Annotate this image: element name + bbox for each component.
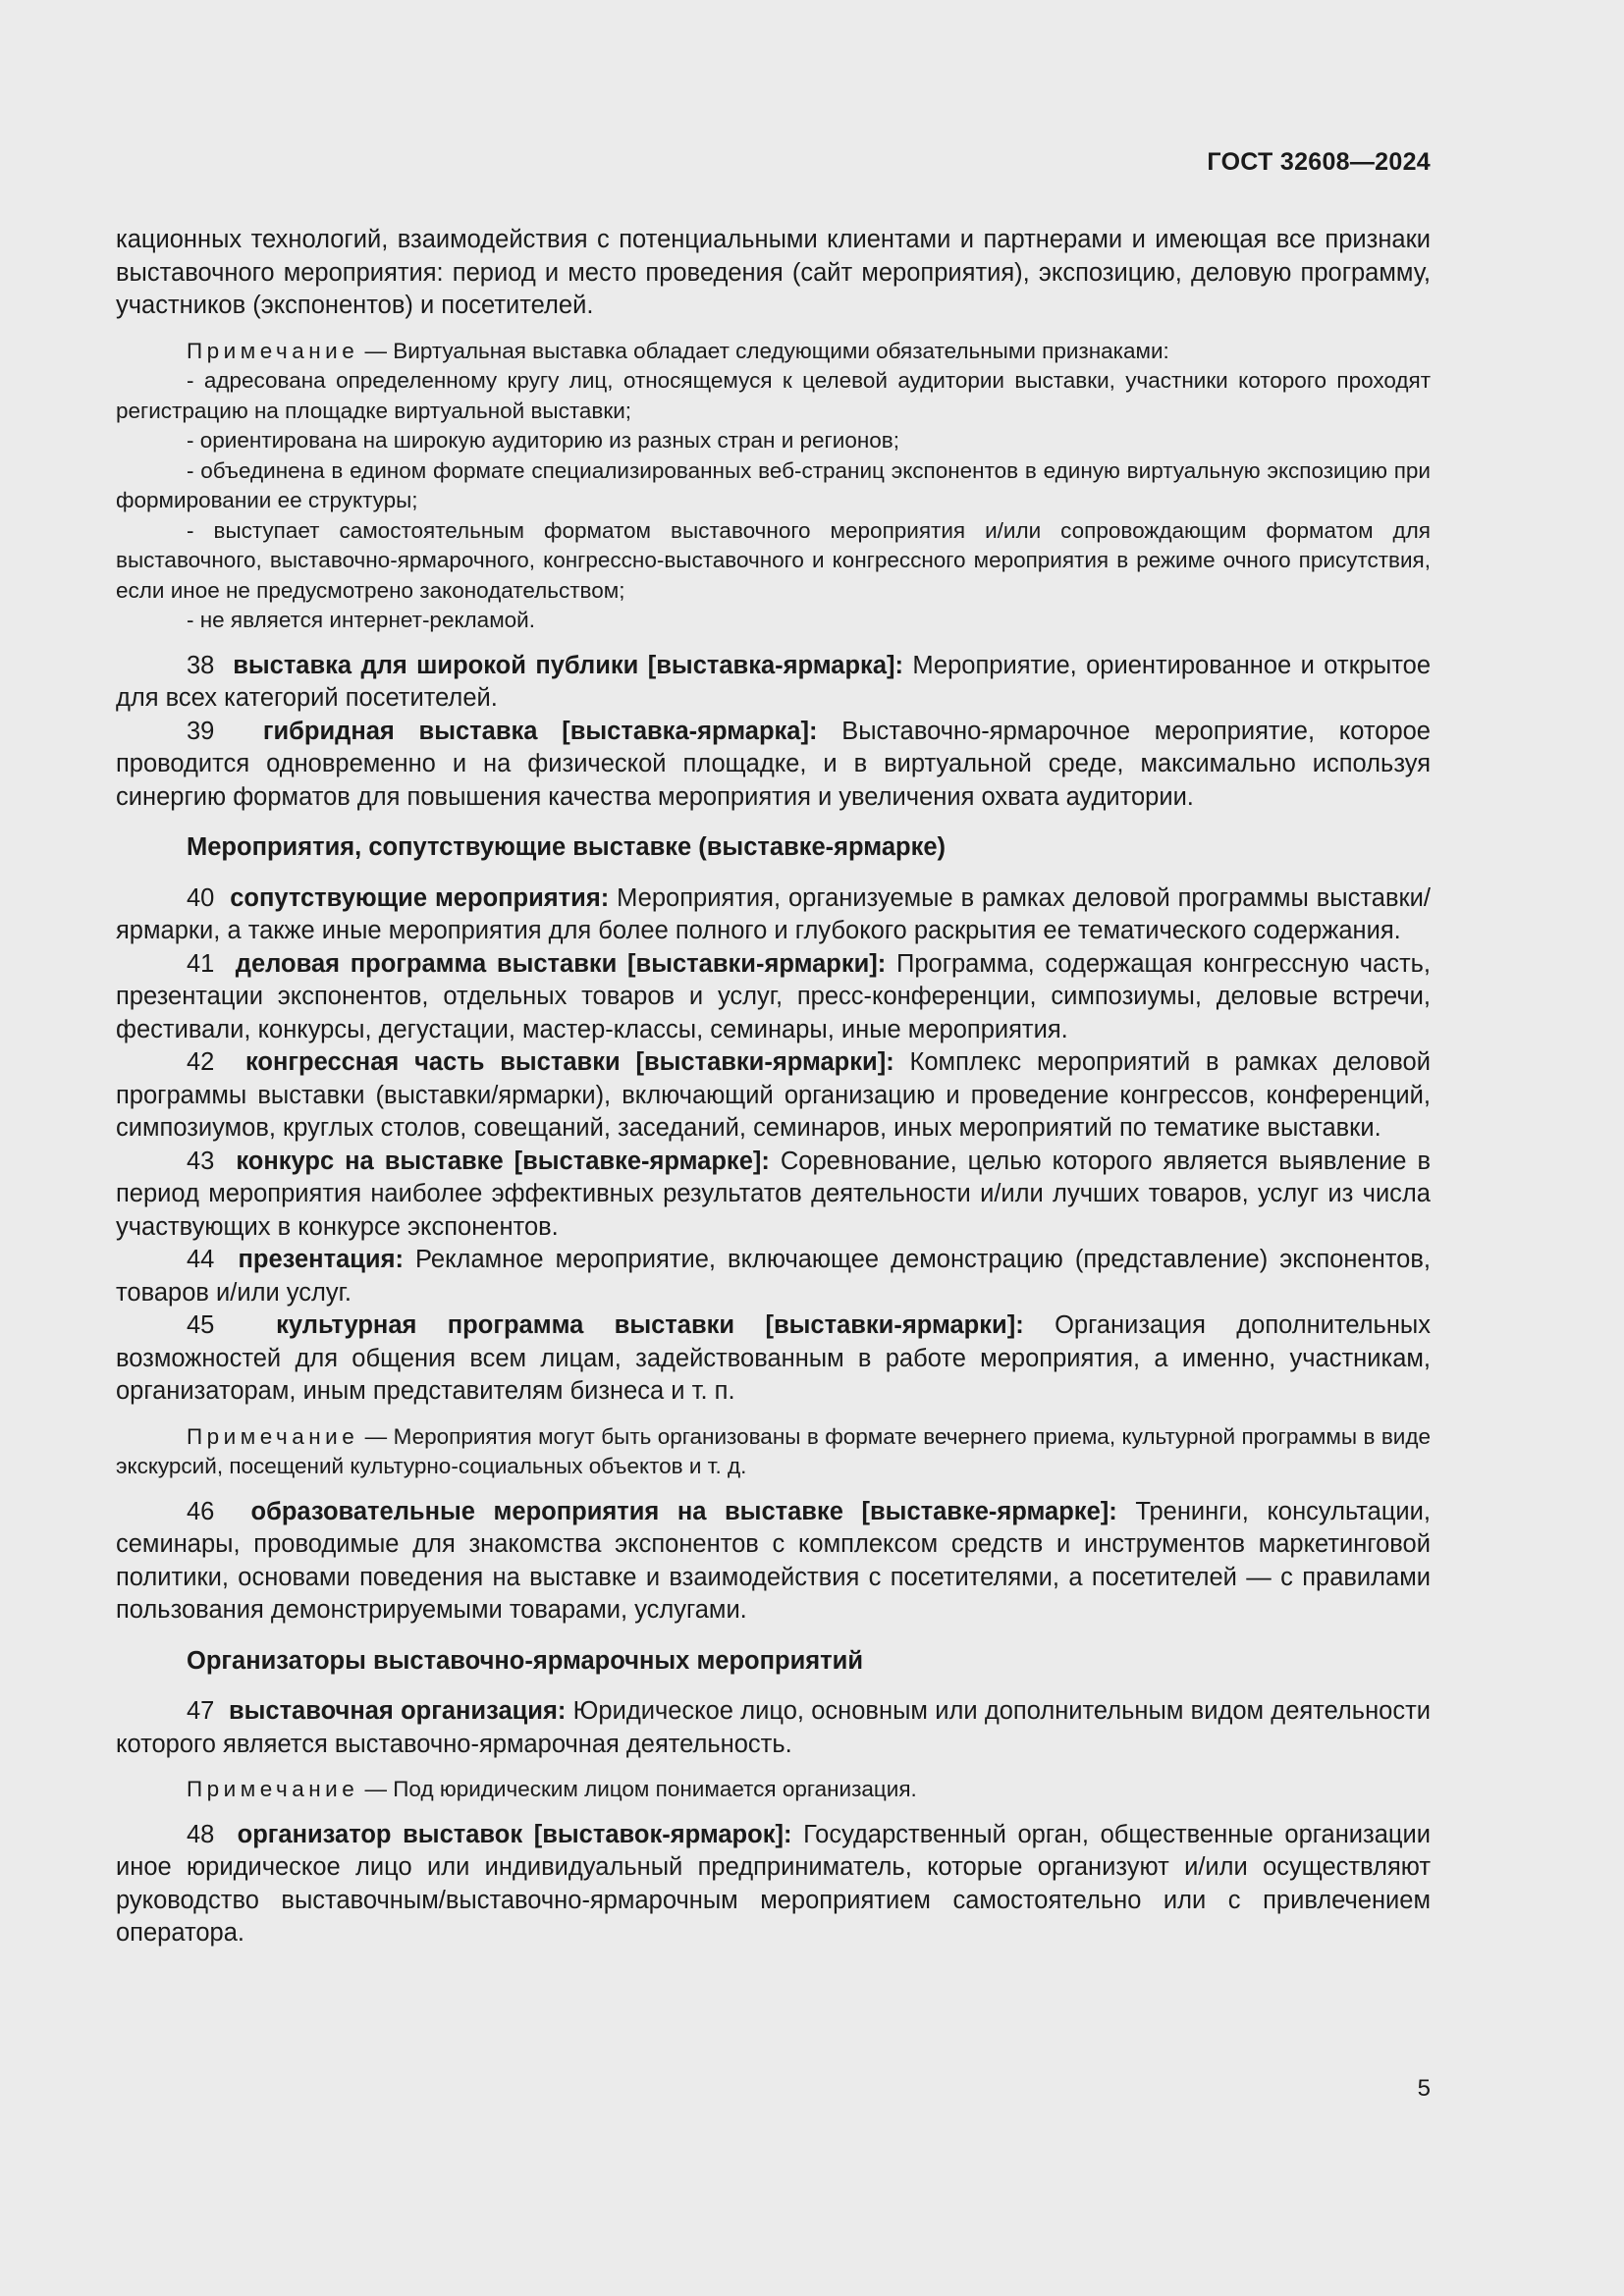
note-paragraph (116, 1422, 1431, 1482)
term-entry (116, 1046, 1431, 1146)
note-text: Под юридическим лицом понимается организация. (393, 1777, 917, 1801)
term-entry (116, 882, 1431, 948)
term-entry (116, 650, 1431, 716)
document-id-header: ГОСТ 32608—2024 (1207, 148, 1431, 176)
section-heading: Мероприятия, сопутствующие выставке (выставке-ярмарке) (187, 833, 947, 861)
note-list-item: - ориентирована на широкую аудиторию из разных стран и регионов; (187, 428, 899, 453)
note-label: Примечание (187, 1423, 359, 1449)
intro-paragraph: кационных технологий, взаимодействия с потенциальными клиентами и партнерами и имеющая все признаки выставочного мероприятия: период и место проведения (сайт мероприятия), экспозицию, деловую программу, участников (экспонентов) и посетителей. (116, 226, 1431, 319)
term-number: 41 (187, 949, 215, 978)
note-list-item: - выступает самостоятельным форматом выставочного мероприятия и/или сопровождающим форматом для выставочного, выставочно-ярмарочного, конгрессно-выставочного и конгрессного мероприятия в режиме очного присутствия, если иное не предусмотрено законодательством; (116, 517, 1431, 603)
term-title: сопутствующие мероприятия: (230, 883, 610, 912)
term-number: 39 (187, 717, 215, 745)
term-definition: Мероприятие, ориентированное и открытое для всех категорий посетителей. (116, 651, 1432, 712)
term-number: 42 (187, 1048, 215, 1076)
note-label: Примечание (187, 1777, 359, 1801)
term-title: конгрессная часть выставки [выставки-ярмарки]: (245, 1048, 894, 1076)
term-title: выставочная организация: (228, 1697, 567, 1725)
note-dash: — (358, 1423, 394, 1449)
term-number: 38 (187, 651, 215, 679)
page-number: 5 (1417, 2075, 1431, 2102)
term-definition: Рекламное мероприятие, включающее демонстрацию (представление) экспонентов, товаров и/или услуг. (116, 1246, 1431, 1307)
term-title: деловая программа выставки [выставки-ярмарки]: (235, 949, 887, 978)
section-heading: Организаторы выставочно-ярмарочных мероприятий (187, 1646, 864, 1675)
page-content (116, 224, 1431, 1950)
term-number: 45 (187, 1311, 215, 1339)
term-definition: Комплекс мероприятий в рамках деловой программы выставки (выставки/ярмарки), включающий организацию и проведение конгрессов, конференций, симпозиумов, круглых столов, совещаний, заседаний, семинаров, иных мероприятий по тематике выставки. (116, 1048, 1431, 1142)
term-title: презентация: (238, 1246, 404, 1273)
term-number: 48 (187, 1820, 215, 1848)
term-entry (116, 1309, 1431, 1409)
term-number: 47 (187, 1697, 215, 1725)
term-entry (116, 1695, 1431, 1761)
term-entry (116, 1146, 1431, 1245)
note-text: Мероприятия могут быть организованы в формате вечернего приема, культурной программы в виде экскурсий, посещений культурно-социальных объектов и т. д. (116, 1423, 1431, 1478)
term-number: 43 (187, 1147, 215, 1175)
term-title: культурная программа выставки [выставки-ярмарки]: (276, 1311, 1024, 1339)
term-title: выставка для широкой публики [выставка-ярмарка]: (233, 651, 903, 679)
note-paragraph (116, 337, 1431, 367)
term-definition: Программа, содержащая конгрессную часть, презентации экспонентов, отдельных товаров и услуг, пресс-конференции, симпозиумы, деловые встречи, фестивали, конкурсы, дегустации, мастер-классы, семинары, иные мероприятия. (116, 949, 1432, 1043)
term-title: образовательные мероприятия на выставке [выставке-ярмарке]: (250, 1497, 1117, 1525)
note-text: Виртуальная выставка обладает следующими обязательными признаками: (393, 338, 1169, 363)
term-definition: Государственный орган, общественные организации иное юридическое лицо или индивидуальный предприниматель, которые организуют и/или осуществляют руководство выставочным/выставочно-ярмарочным мероприятием самостоятельно или с привлечением оператора. (116, 1820, 1431, 1947)
note-label: Примечание (187, 338, 359, 363)
term-number: 46 (187, 1497, 215, 1525)
term-title: конкурс на выставке [выставке-ярмарке]: (236, 1147, 770, 1175)
term-definition: Организация дополнительных возможностей для общения всем лицам, задействованным в работе мероприятия, а именно, участникам, организаторам, иным представителям бизнеса и т. п. (116, 1311, 1432, 1405)
term-definition: Соревнование, целью которого является выявление в период мероприятия наиболее эффективных результатов деятельности и/или лучших товаров, услуг из числа участвующих в конкурсе экспонентов. (116, 1147, 1431, 1241)
term-entry (116, 1244, 1431, 1309)
term-number: 40 (187, 883, 215, 912)
term-title: гибридная выставка [выставка-ярмарка]: (262, 717, 818, 745)
note-list-item: - адресована определенному кругу лиц, относящемуся к целевой аудитории выставки, участники которого проходят регистрацию на площадке виртуальной выставки; (116, 368, 1431, 423)
term-number: 44 (187, 1246, 215, 1273)
term-entry (116, 1819, 1431, 1950)
term-entry (116, 716, 1431, 815)
term-entry (116, 948, 1431, 1047)
note-list-item: - объединена в едином формате специализированных веб-страниц экспонентов в единую виртуальную экспозицию при формировании ее структуры; (116, 457, 1431, 512)
note-paragraph (116, 1775, 1431, 1805)
term-definition: Юридическое лицо, основным или дополнительным видом деятельности которого является выставочно-ярмарочная деятельность. (116, 1697, 1432, 1758)
note-dash: — (358, 338, 394, 363)
term-title: организатор выставок [выставок-ярмарок]: (237, 1820, 792, 1848)
term-definition: Выставочно-ярмарочное мероприятие, которое проводится одновременно и на физической площадке, и в виртуальной среде, максимально используя синергию форматов для повышения качества мероприятия и увеличения охвата аудитории. (116, 717, 1431, 811)
term-definition: Тренинги, консультации, семинары, проводимые для знакомства экспонентов с комплексом средств и инструментов маркетинговой политики, основами поведения на выставке и взаимодействия с посетителями, а посетителей — с правилами пользования демонстрируемыми товарами, услугами. (116, 1497, 1432, 1624)
term-definition: Мероприятия, организуемые в рамках деловой программы выставки/ярмарки, а также иные мероприятия для более полного и глубокого раскрытия ее тематического содержания. (116, 883, 1431, 944)
term-entry (116, 1496, 1431, 1628)
note-dash: — (358, 1777, 394, 1801)
note-list-item: - не является интернет-рекламой. (187, 608, 536, 632)
